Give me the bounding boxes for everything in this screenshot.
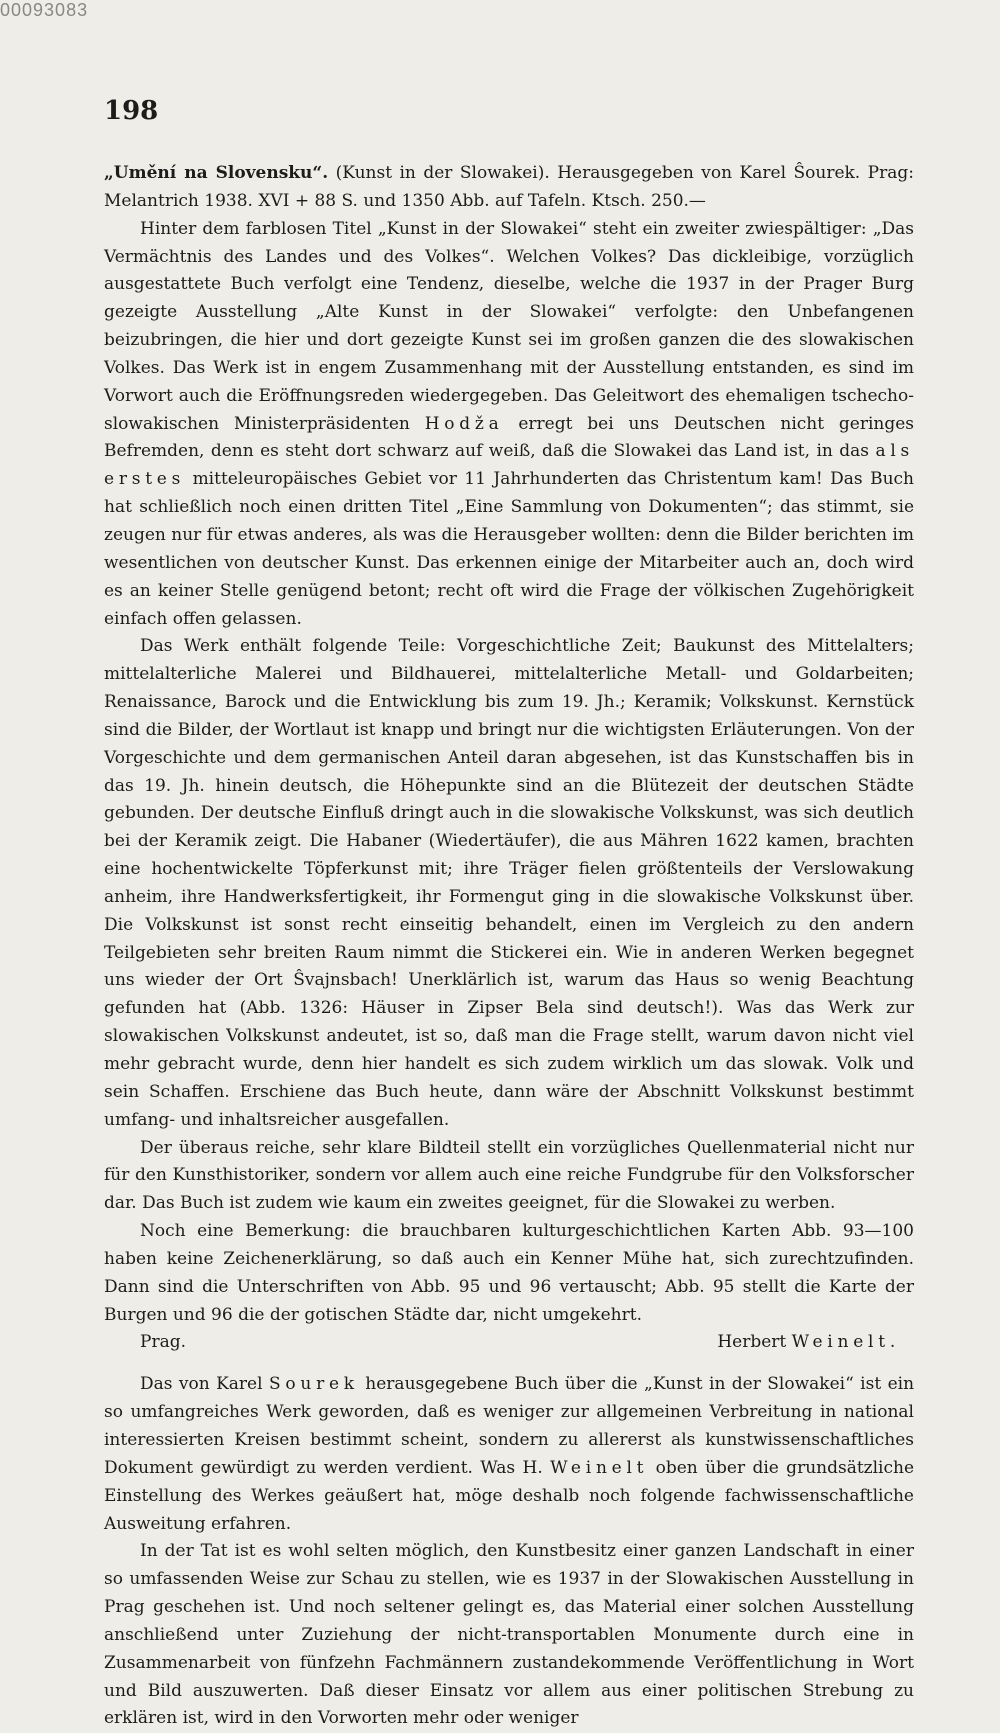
signature-place: Prag.: [140, 1332, 186, 1353]
archive-number: 00093083: [0, 0, 89, 20]
text-run: mitteleuropäisches Gebiet vor 11 Jahrhunderten das Christentum kam! Das Buch hat schließlich noch einen dritten Titel „Eine Sammlung von Dokumenten“; das stimmt, sie zeugen nur für etwas anderes, als was die Herausgeber wollten: denn die Bilder berichten im wesentlichen von deutscher Kunst. Das erkennen einige der Mitarbeiter auch an, doch wird es an keiner Stelle genügend betont; recht oft wird die Frage der völkischen Zugehörigkeit einfach offen gelassen.: [104, 469, 914, 629]
review1-signature: [104, 1329, 914, 1357]
text-run: Hinter dem farblosen Titel „Kunst in der Slowakei“ steht ein zweiter zwiespältiger: „Das Vermächtnis des Landes und des Volkes“. Welchen Volkes? Das dickleibige, vorzüglich ausgestattete Buch verfolgt eine Tendenz, dieselbe, welche die 1937 in der Prager Burg gezeigte Ausstellung „Alte Kunst in der Slowakei“ verfolgte: den Unbefangenen beizubringen, die hier und dort gezeigte Kunst sei im großen ganzen die des slowakischen Volkes. Das Werk ist in engem Zusammenhang mit der Ausstellung entstanden, es sind im Vorwort auch die Eröffnungsreden wiedergegeben. Das Geleitwort des ehemaligen tschecho-slowakischen Ministerpräsidenten: [104, 218, 914, 434]
author-last-name: Weinelt.: [791, 1332, 900, 1353]
spaced-emphasis: als erstes: [104, 441, 915, 490]
book-details: (Kunst in der Slowakei). Herausgegeben von Karel Ŝourek. Prag: Melantrich 1938. XVI + 88 S. und 1350 Abb. auf Tafeln. Ktsch. 250.—: [104, 163, 914, 211]
spaced-name-weinelt: Weinelt: [550, 1457, 649, 1478]
book-title: „Umění na Slovensku“.: [104, 163, 329, 183]
review1-paragraph-4: Noch eine Bemerkung: die brauchbaren kulturgeschichtlichen Karten Abb. 93—100 haben keine Zeichenerklärung, so daß auch ein Kenner Mühe hat, sich zurechtzufinden. Dann sind die Unterschriften von Abb. 95 und 96 vertauscht; Abb. 95 stellt die Karte der Burgen und 96 die der gotischen Städte dar, nicht umgekehrt.: [104, 1221, 914, 1325]
review2-paragraph-1: [104, 1371, 914, 1538]
review-header: [104, 160, 914, 216]
page-number: 198: [104, 96, 159, 126]
author-first-name: Herbert: [717, 1332, 787, 1353]
text-run: erregt bei uns Deutschen nicht geringes Befremden, denn es steht dort schwarz auf weiß, daß die Slowakei das Land ist, in das: [104, 413, 915, 462]
spaced-name-sourek: Sourek: [268, 1374, 359, 1395]
spaced-name-hodza: Hodža: [424, 413, 504, 434]
page-body: [104, 160, 914, 1733]
text-run: Das von Karel: [140, 1374, 263, 1395]
review2-paragraph-2: In der Tat ist es wohl selten möglich, den Kunstbesitz einer ganzen Landschaft in einer so umfassenden Weise zur Schau zu stellen, wie es 1937 in der Slowakischen Ausstellung in Prag geschehen ist. Und noch seltener gelingt es, das Material einer solchen Ausstellung anschließend unter Zuziehung der nicht-transportablen Monumente durch eine in Zusammenarbeit von fünfzehn Fachmännern zustandekommende Veröffentlichung in Wort und Bild auszuwerten. Daß dieser Einsatz vor allem aus einer politischen Strebung zu erklären ist, wird in den Vorworten mehr oder weniger: [104, 1541, 914, 1729]
signature-author: [717, 1329, 900, 1357]
review1-paragraph-1: [104, 216, 914, 634]
text-run: herausgegebene Buch über die „Kunst in der Slowakei“ ist ein so umfangreiches Werk geworden, daß es weniger zur allgemeinen Verbreitung in national interessierten Kreisen bestimmt scheint, sondern zu allererst als kunstwissenschaftliches Dokument gewürdigt zu werden verdient. Was H.: [104, 1374, 915, 1478]
review1-paragraph-2: Das Werk enthält folgende Teile: Vorgeschichtliche Zeit; Baukunst des Mittelalters; mittelalterliche Malerei und Bildhauerei, mittelalterliche Metall- und Goldarbeiten; Renaissance, Barock und die Entwicklung bis zum 19. Jh.; Keramik; Volkskunst. Kernstück sind die Bilder, der Wortlaut ist knapp und bringt nur die wichtigsten Erläuterungen. Von der Vorgeschichte und dem germanischen Anteil daran abgesehen, ist das Kunstschaffen bis in das 19. Jh. hinein deutsch, die Höhepunkte sind an die Blütezeit der deutschen Städte gebunden. Der deutsche Einfluß dringt auch in die slowakische Volkskunst, was sich deutlich bei der Keramik zeigt. Die Habaner (Wiedertäufer), die aus Mähren 1622 kamen, brachten eine hochentwickelte Töpferkunst mit; ihre Träger fielen größtenteils der Verslowakung anheim, ihre Handwerksfertigkeit, ihr Formengut ging in die slowakische Volkskunst über. Die Volkskunst ist sonst recht einseitig behandelt, einen im Vergleich zu den andern Teilgebieten sehr breiten Raum nimmt die Stickerei ein. Wie in anderen Werken begegnet uns wieder der Ort Ŝvajnsbach! Unerklärlich ist, warum das Haus so wenig Beachtung gefunden hat (Abb. 1326: Häuser in Zipser Bela sind deutsch!). Was das Werk zur slowakischen Volkskunst andeutet, ist so, daß man die Frage stellt, warum davon nicht viel mehr gebracht wurde, denn hier handelt es sich zudem wirklich um das slowak. Volk und sein Schaffen. Erschiene das Buch heute, dann wäre der Abschnitt Volkskunst bestimmt umfang- und inhaltsreicher ausgefallen.: [104, 636, 914, 1130]
review1-paragraph-3: Der überaus reiche, sehr klare Bildteil stellt ein vorzügliches Quellenmaterial nicht nur für den Kunsthistoriker, sondern vor allem auch eine reiche Fundgrube für den Volksforscher dar. Das Buch ist zudem wie kaum ein zweites geeignet, für die Slowakei zu werben.: [104, 1137, 914, 1214]
text-run: oben über die grundsätzliche Einstellung des Werkes geäußert hat, möge deshalb noch folgende fachwissenschaftliche Ausweitung erfahren.: [104, 1457, 915, 1534]
